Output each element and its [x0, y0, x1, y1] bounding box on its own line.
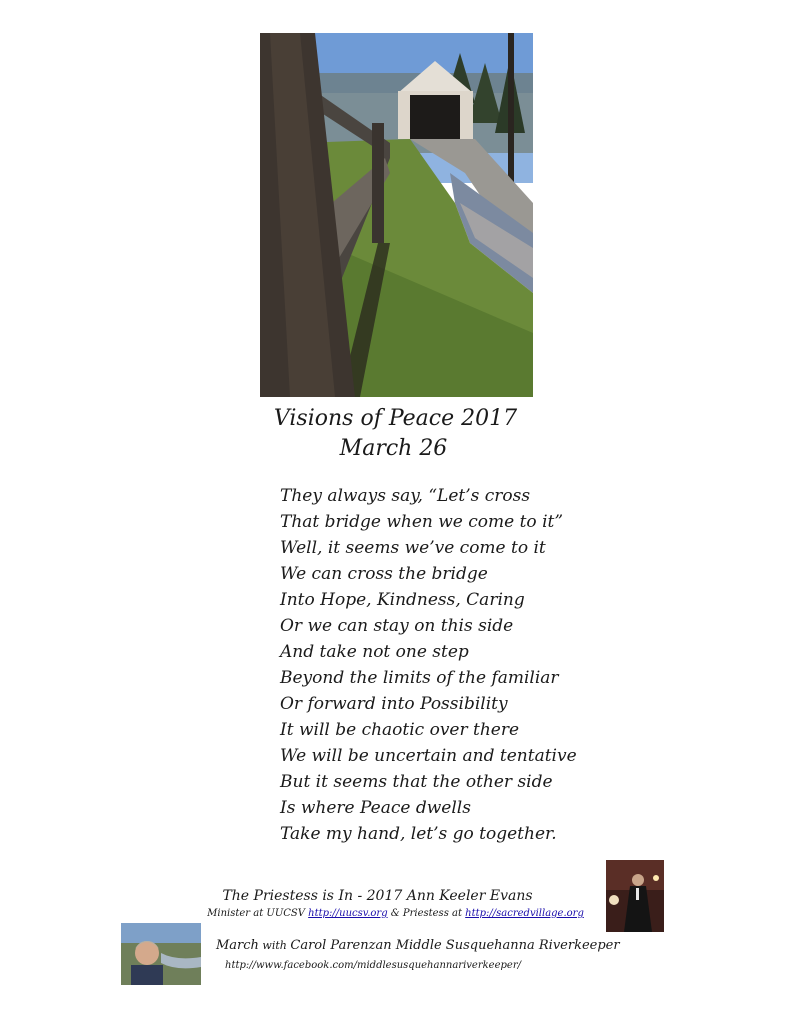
sacredvillage-link[interactable]: http://sacredvillage.org [465, 908, 584, 919]
march-rest: Carol Parenzan Middle Susquehanna Riverkeeper [290, 938, 620, 953]
poem-line: Or forward into Possibility [280, 694, 508, 714]
credit-line: The Priestess is In - 2017 Ann Keeler Evans [222, 888, 533, 904]
poem-line: It will be chaotic over there [280, 720, 520, 740]
poem-line: Well, it seems we’ve come to it [280, 538, 546, 558]
minister-prefix: Minister at UUCSV [207, 908, 309, 919]
poem-line: We can cross the bridge [280, 564, 488, 584]
poem-line: Beyond the limits of the familiar [280, 668, 559, 688]
minister-line [0, 908, 791, 919]
priestess-mid: & Priestess at [387, 908, 466, 919]
poem-line: But it seems that the other side [280, 772, 553, 792]
with-word: with [258, 939, 291, 952]
poem-line: Is where Peace dwells [280, 798, 471, 818]
facebook-url[interactable]: http://www.facebook.com/middlesusquehannariverkeeper/ [225, 960, 521, 971]
poem-line: That bridge when we come to it” [280, 512, 564, 532]
poem-line: We will be uncertain and tentative [280, 746, 577, 766]
carol-photo [121, 923, 201, 985]
poem-line: Take my hand, let’s go together. [280, 824, 557, 844]
poem-title: Visions of Peace 2017 [273, 406, 518, 431]
march-word: March [216, 938, 259, 953]
poem-line: Or we can stay on this side [280, 616, 514, 636]
poem-line: Into Hope, Kindness, Caring [280, 590, 525, 610]
poem-body [280, 483, 577, 847]
covered-bridge-photo [260, 33, 533, 397]
poem-line: They always say, “Let’s cross [280, 486, 531, 506]
uucsv-link[interactable]: http://uucsv.org [308, 908, 388, 919]
march-line [216, 938, 620, 953]
poem-line: And take not one step [280, 642, 469, 662]
poem-date: March 26 [339, 436, 448, 461]
